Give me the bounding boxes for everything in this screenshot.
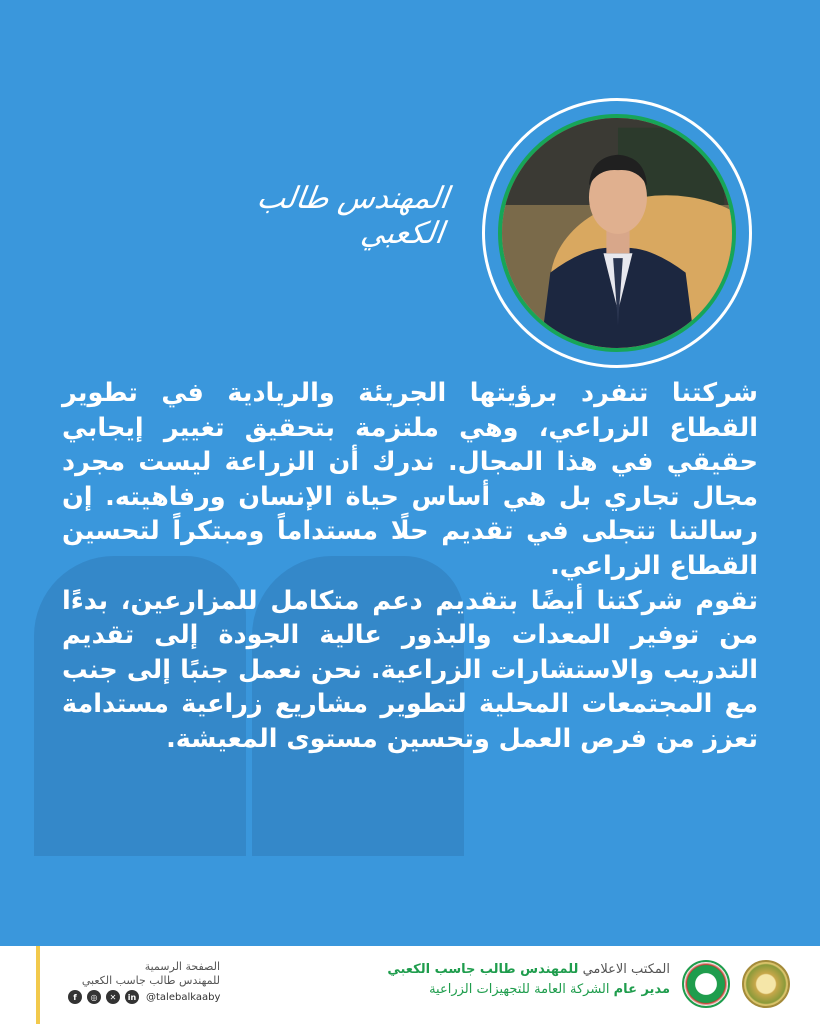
linkedin-icon[interactable]: in: [125, 990, 139, 1004]
official-page-label: [60, 960, 220, 988]
social-links: [68, 990, 220, 1004]
body-paragraph-1: شركتنا تنفرد برؤيتها الجريئة والريادية في تطوير القطاع الزراعي، وهي ملتزمة بتحقيق تغيير إيجابي حقيقي في هذا المجال. ندرك أن الزراعة ليست مجرد مجال تجاري بل هي أساس حياة الإنسان ورفاهيته. إن رسالتنا تتجلى في تقديم حلًا مستداماً ومبتكراً لتحسين القطاع الزراعي.: [62, 378, 758, 581]
footer-accent-bar: [36, 946, 40, 1024]
director-label: مدير عام: [613, 982, 670, 997]
office-prefix: المكتب الاعلامي: [582, 962, 670, 977]
ministry-emblem-icon: [742, 960, 790, 1008]
company-logo-icon: [682, 960, 730, 1008]
social-handle[interactable]: @talebalkaaby: [146, 991, 221, 1003]
director-line: [270, 980, 670, 1000]
body-paragraph-2: تقوم شركتنا أيضًا بتقديم دعم متكامل للمزارعين، بدءًا من توفير المعدات والبذور عالية الجودة إلى تقديم التدريب والاستشارات الزراعية. نحن نعمل جنبًا إلى جنب مع المجتمعات المحلية لتطوير مشاريع زراعية مستدامة تعزز من فرص العمل وتحسين مستوى المعيشة.: [62, 585, 758, 754]
office-name: للمهندس طالب جاسب الكعبي: [387, 962, 579, 977]
media-office-line: [270, 960, 670, 980]
portrait-illustration: [502, 118, 732, 348]
portrait-photo: [498, 114, 736, 352]
x-icon[interactable]: ✕: [106, 990, 120, 1004]
media-office-label: [270, 960, 670, 1000]
official-page-line1: الصفحة الرسمية: [144, 960, 220, 973]
body-text: [62, 376, 758, 757]
facebook-icon[interactable]: f: [68, 990, 82, 1004]
official-page-line2: للمهندس طالب جاسب الكعبي: [81, 974, 220, 987]
calligraphy-name: المهندس طالب الكعبي: [254, 181, 451, 251]
company-name: الشركة العامة للتجهيزات الزراعية: [429, 982, 610, 997]
instagram-icon[interactable]: ◎: [87, 990, 101, 1004]
